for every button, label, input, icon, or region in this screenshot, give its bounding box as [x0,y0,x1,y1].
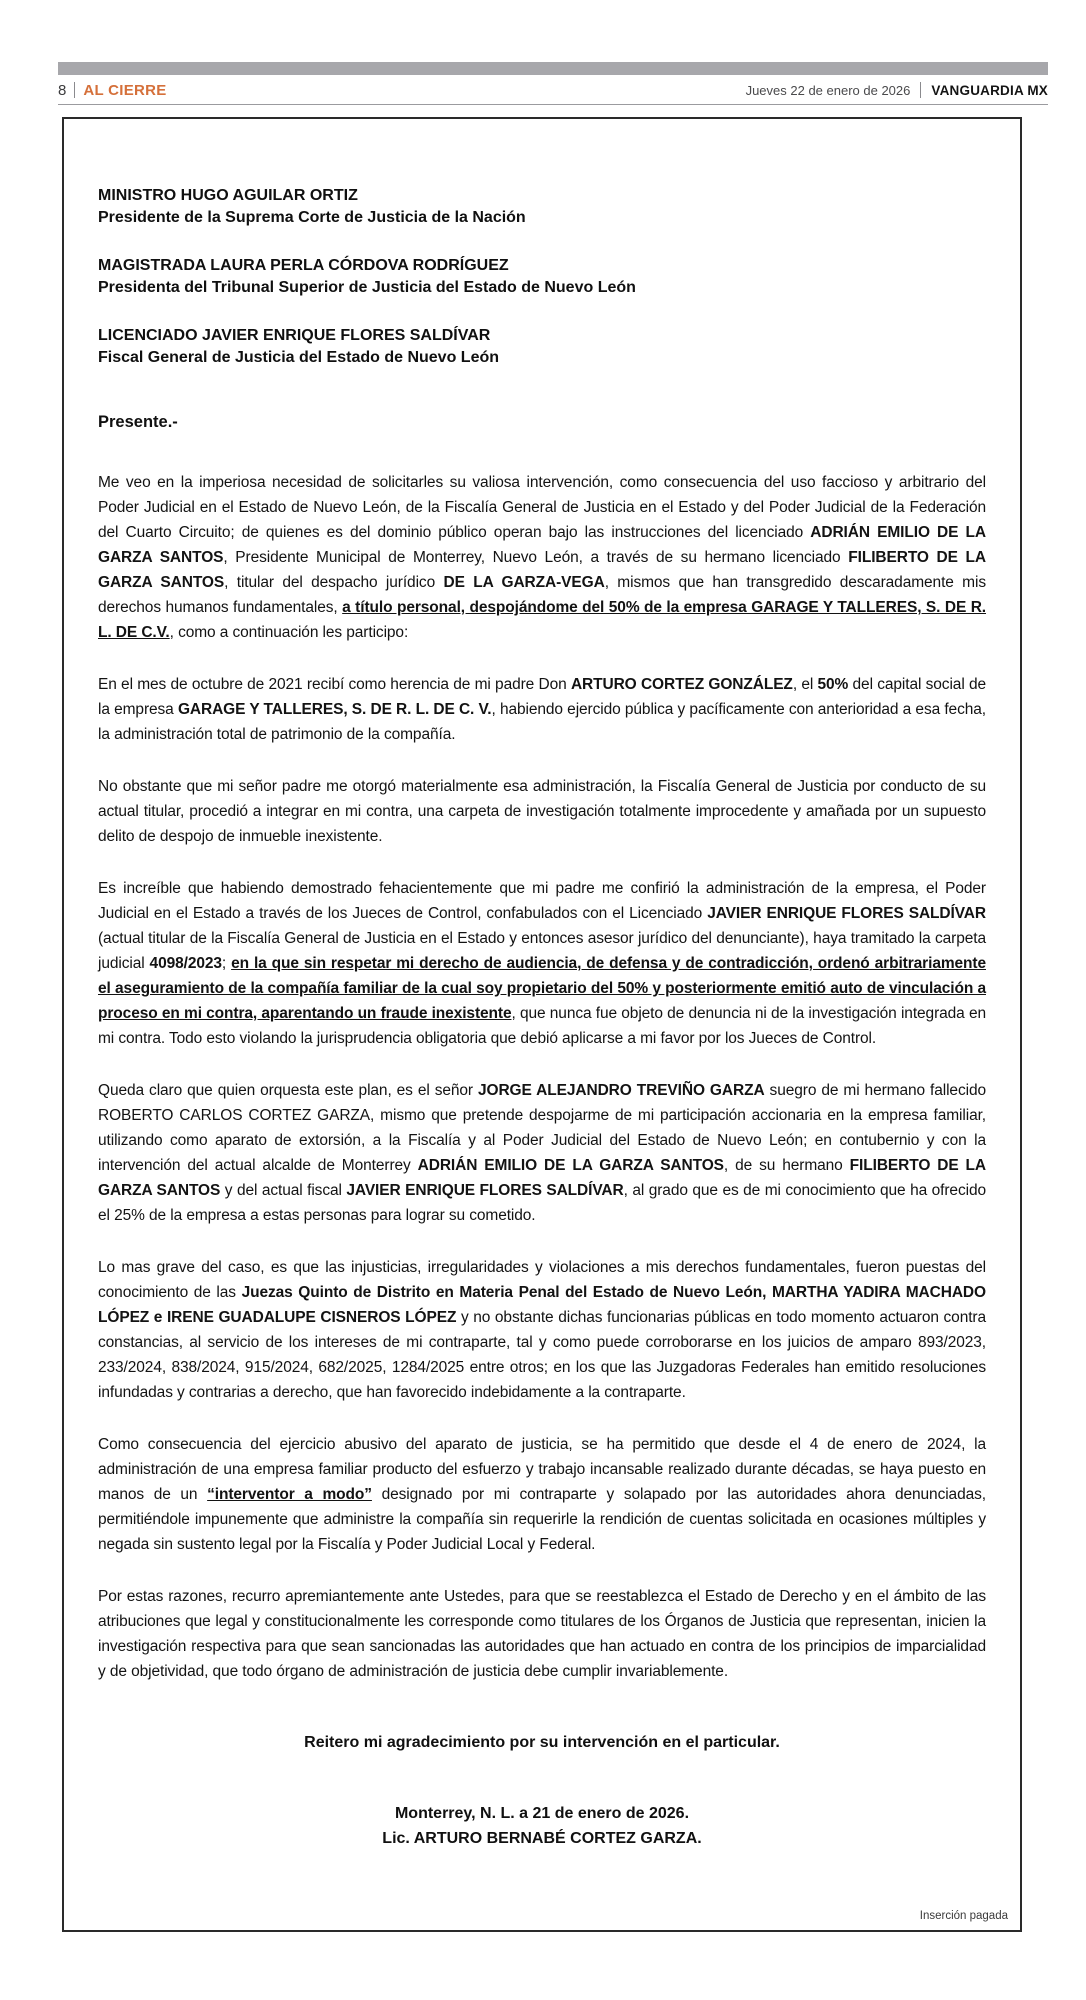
addressee-name: LICENCIADO JAVIER ENRIQUE FLORES SALDÍVAR [98,327,491,344]
text-run: FILIBERTO DE LA GARZA SANTOS [98,549,986,591]
text-run: a título personal, despojándome del 50% de la empresa GARAGE Y TALLERES, S. DE R. L. DE C.V. [98,599,987,641]
text-run: , que nunca fue objeto de denuncia ni de la investigación integrada en mi contra. Todo esto violando la jurisprudencia obligatoria que debió aplicarse a mi favor por los Jueces de Control. [98,1005,986,1047]
text-run: (actual titular de la Fiscalía General de Justicia en el Estado y entonces asesor jurídico del denunciante), haya tramitado la carpeta judicial [98,930,986,972]
text-run: JAVIER ENRIQUE FLORES SALDÍVAR [346,1182,624,1199]
text-run: No obstante que mi señor padre me otorgó materialmente esa administración, la Fiscalía General de Justicia por conducto de su actual titular, procedió a integrar en mi contra, una carpeta de investigación totalmente improcedente y amañada por un supuesto delito de despojo de inmueble inexistente. [98,778,986,845]
addressee-block [98,255,986,299]
letter-paragraph [98,1078,986,1228]
text-run: GARAGE Y TALLERES, S. DE R. L. DE C. V. [177,701,492,718]
text-run: del capital social de la empresa [98,676,987,718]
text-run: 4098/2023 [149,955,222,972]
text-run: , titular del despacho jurídico [224,574,444,591]
text-run: ; [221,955,232,972]
edition-date: Jueves 22 de enero de 2026 [745,82,911,98]
salutation: Presente.- [98,413,178,431]
text-run: , mismos que han transgredido descaradamente mis derechos humanos fundamentales, [98,574,986,616]
text-run: Me veo en la imperiosa necesidad de solicitarles su valiosa intervención, como consecuencia del uso faccioso y arbitrario del Poder Judicial en el Estado de Nuevo León, de la Fiscalía General de Justicia en el Estado y del Poder Judicial de la Federación del Cuarto Circuito; de quienes es del dominio público operan bajo las instrucciones del licenciado [98,474,986,541]
text-run: Juezas Quinto de Distrito en Materia Penal del Estado de Nuevo León, MARTHA YADIRA MACHADO LÓPEZ e IRENE GUADALUPE CISNEROS LÓPEZ [98,1284,986,1326]
text-run: “interventor a modo” [207,1486,372,1503]
letter-paragraph [98,1432,986,1557]
text-run: Lo mas grave del caso, es que las injusticias, irregularidades y violaciones a mis derechos fundamentales, fueron puestas del conocimiento de las [98,1259,986,1301]
text-run: , de su hermano [723,1157,850,1174]
text-run: JAVIER ENRIQUE FLORES SALDÍVAR [707,905,986,922]
masthead-divider [920,82,921,98]
masthead-left [58,82,167,99]
text-run: Como consecuencia del ejercicio abusivo del aparato de justicia, se ha permitido que desde el 4 de enero de 2024, la administración de una empresa familiar producto del esfuerzo y trabajo incansable realizado durante décadas, se haya puesto en manos de un [98,1436,986,1503]
addressee-name: MAGISTRADA LAURA PERLA CÓRDOVA RODRÍGUEZ [98,257,509,274]
place-date: Monterrey, N. L. a 21 de enero de 2026. [394,1805,690,1822]
paid-insertion-note: Inserción pagada [919,1910,1008,1922]
letter-paragraph [98,1255,986,1405]
addressee-title: Presidente de la Suprema Corte de Justicia de la Nación [98,209,526,226]
text-run: Queda claro que quien orquesta este plan, es el señor [98,1082,478,1099]
text-run: ADRIÁN EMILIO DE LA GARZA SANTOS [98,524,986,566]
text-run: y no obstante dichas funcionarias públicas en todo momento actuaron contra constancias, al servicio de los intereses de mi contraparte, tal y como puede corroborarse en los juicios de amparo 893/2023, 233/2024, 838/2024, 915/2024, 682/2025, 1284/2025 entre otros; en los que las Juzgadoras Federales han emitido resoluciones infundadas y contrarias a derecho, que han favorecido indebidamente a la contraparte. [98,1309,986,1401]
text-run: y del actual fiscal [220,1182,347,1199]
text-run: , el [792,676,818,693]
masthead-right [746,82,1048,98]
addressee-block [98,325,986,369]
text-run: Por estas razones, recurro apremiantemente ante Ustedes, para que se reestablezca el Estado de Derecho y en el ámbito de las atribuciones que legal y constitucionalmente les corresponde como titulares de los Órganos de Justicia que representan, inicien la investigación respectiva para que sean sancionadas las autoridades que han actuado en contra de los principios de imparcialidad y de objetividad, que todo órgano de administración de justicia debe cumplir invariablemente. [98,1588,986,1680]
text-run: en la que sin respetar mi derecho de audiencia, de defensa y de contradicción, ordenó arbitrariamente el aseguramiento de la compañía familiar de la cual soy propietario del 50% y posteriormente emitió auto de vinculación a proceso en mi contra, aparentando un fraude inexistente [98,955,986,1022]
text-run: Es increíble que habiendo demostrado fehacientemente que mi padre me confirió la administración de la empresa, el Poder Judicial en el Estado a través de los Jueces de Control, confabulados con el Licenciado [98,880,986,922]
addressee-list [98,185,986,369]
text-run: , al grado que es de mi conocimiento que ha ofrecido el 25% de la empresa a estas personas para lograr su cometido. [98,1182,986,1224]
letter-paragraph [98,1584,986,1684]
text-run: 50% [817,676,849,693]
addressee-title: Fiscal General de Justicia del Estado de Nuevo León [98,349,500,366]
text-run: suegro de mi hermano fallecido ROBERTO CARLOS CORTEZ GARZA, mismo que pretende despojarme de mi participación accionaria en la empresa familiar, utilizando como aparato de extorsión, a la Fiscalía y al Poder Judicial del Estado de Nuevo León; en contubernio y con la intervención del actual alcalde de Monterrey [98,1082,986,1174]
text-run: JORGE ALEJANDRO TREVIÑO GARZA [477,1082,765,1099]
text-run: , como a continuación les participo: [169,624,409,641]
letter-body [98,470,986,1684]
paid-insertion-letter [62,117,1022,1932]
text-run: , Presidente Municipal de Monterrey, Nuevo León, a través de su hermano licenciado [223,549,849,566]
letter-paragraph [98,876,986,1051]
masthead-rule [58,104,1048,105]
text-run: FILIBERTO DE LA GARZA SANTOS [98,1157,987,1199]
masthead-row [58,79,1048,101]
text-run: ADRIÁN EMILIO DE LA GARZA SANTOS [417,1157,724,1174]
masthead-divider [74,82,75,98]
letter-paragraph [98,672,986,747]
addressee-block [98,185,986,229]
text-run: ARTURO CORTEZ GONZÁLEZ [570,676,793,693]
addressee-name: MINISTRO HUGO AGUILAR ORTIZ [98,187,358,204]
letter-paragraph [98,774,986,849]
section-title: AL CIERRE [83,81,167,99]
signature-name: Lic. ARTURO BERNABÉ CORTEZ GARZA. [382,1830,702,1847]
text-run: En el mes de octubre de 2021 recibí como herencia de mi padre Don [98,676,571,693]
closing-line: Reitero mi agradecimiento por su intervención en el particular. [304,1734,780,1751]
text-run: designado por mi contraparte y solapado por las autoridades ahora denunciadas, permitiéndole impunemente que administre la compañía sin requerirle la rendición de cuentas solicitada en ocasiones múltiples y negada sin sustento legal por la Fiscalía y Poder Judicial Local y Federal. [98,1486,986,1553]
masthead-bar [58,62,1048,75]
addressee-title: Presidenta del Tribunal Superior de Justicia del Estado de Nuevo León [98,279,636,296]
text-run: DE LA GARZA-VEGA [443,574,605,591]
letter-paragraph [98,470,986,645]
page-number: 8 [58,81,67,99]
text-run: , habiendo ejercido pública y pacíficamente con anterioridad a esa fecha, la administración total de patrimonio de la compañía. [98,701,986,743]
brand-name: VANGUARDIA MX [931,82,1048,98]
